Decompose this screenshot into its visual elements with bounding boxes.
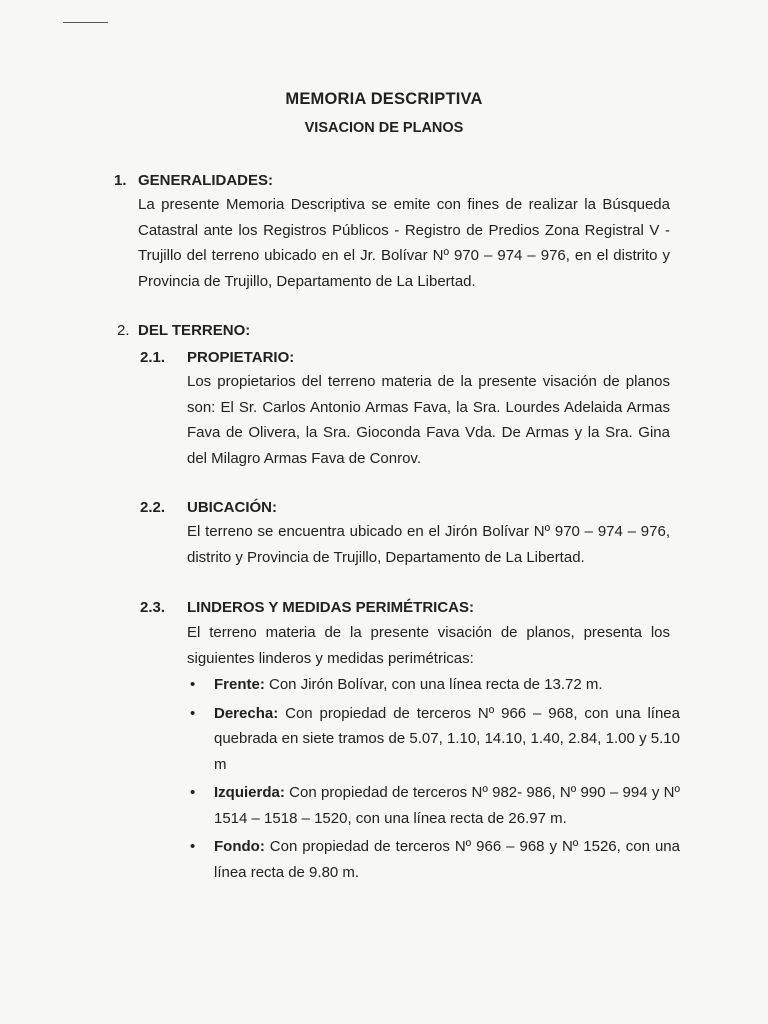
section-2-2-text: El terreno se encuentra ubicado en el Jirón Bolívar Nº 970 – 974 – 976, distrito y Provincia de Trujillo, Departamento de La Libertad. <box>187 523 670 566</box>
bullet-icon: • <box>190 784 196 801</box>
document-subtitle: VISACION DE PLANOS <box>304 120 464 136</box>
list-item <box>190 701 680 778</box>
section-2-1-number: 2.1. <box>140 349 166 366</box>
list-item <box>190 834 680 885</box>
boundary-label: Izquierda: <box>214 784 285 801</box>
section-2-3-text: El terreno materia de la presente visación de planos, presenta los siguientes linderos y medidas perimétricas: <box>187 624 670 667</box>
boundaries-list <box>190 672 680 888</box>
boundary-label: Frente: <box>214 676 265 693</box>
section-1-number: 1. <box>114 172 127 189</box>
bullet-icon: • <box>190 704 196 722</box>
document-title: MEMORIA DESCRIPTIVA <box>285 90 483 108</box>
scan-mark-line <box>63 22 108 23</box>
section-2-1-heading: PROPIETARIO: <box>187 349 295 366</box>
section-2-heading: DEL TERRENO: <box>138 322 251 339</box>
section-2-3-heading: LINDEROS Y MEDIDAS PERIMÉTRICAS: <box>187 599 474 616</box>
section-2-2-heading: UBICACIÓN: <box>187 499 277 516</box>
section-2-3-number: 2.3. <box>140 599 166 616</box>
boundary-text: Con propiedad de terceros Nº 982- 986, Nº 990 – 994 y Nº 1514 – 1518 – 1520, con una línea recta de 26.97 m. <box>214 784 680 827</box>
section-2-number: 2. <box>117 322 130 339</box>
boundary-text: Con propiedad de terceros Nº 966 – 968, con una línea quebrada en siete tramos de 5.07, 1.10, 14.10, 1.40, 2.84, 1.00 y 5.10 m <box>214 704 680 773</box>
bullet-icon: • <box>190 676 196 693</box>
list-item <box>190 780 680 831</box>
boundary-label: Derecha: <box>214 704 279 722</box>
list-item <box>190 672 680 698</box>
boundary-label: Fondo: <box>214 838 265 855</box>
section-1-heading: GENERALIDADES: <box>138 172 274 189</box>
bullet-icon: • <box>190 838 196 855</box>
section-2-1-text: Los propietarios del terreno materia de la presente visación de planos son: El Sr. Carlos Antonio Armas Fava, la Sra. Lourdes Adelaida Armas Fava de Olivera, la Sra. Gioconda Fava Vda. De Armas y la Sra. Gina del Milagro Armas Fava de Conrov. <box>187 373 670 467</box>
section-1-text: La presente Memoria Descriptiva se emite con fines de realizar la Búsqueda Catastral ante los Registros Públicos - Registro de Predios Zona Registral V - Trujillo del terreno ubicado en el Jr. Bolívar Nº 970 – 974 – 976, en el distrito y Provincia de Trujillo, Departamento de La Libertad. <box>138 196 670 290</box>
boundary-text: Con propiedad de terceros Nº 966 – 968 y Nº 1526, con una línea recta de 9.80 m. <box>214 838 680 881</box>
boundary-text: Con Jirón Bolívar, con una línea recta de 13.72 m. <box>264 676 603 693</box>
section-2-2-number: 2.2. <box>140 499 166 516</box>
